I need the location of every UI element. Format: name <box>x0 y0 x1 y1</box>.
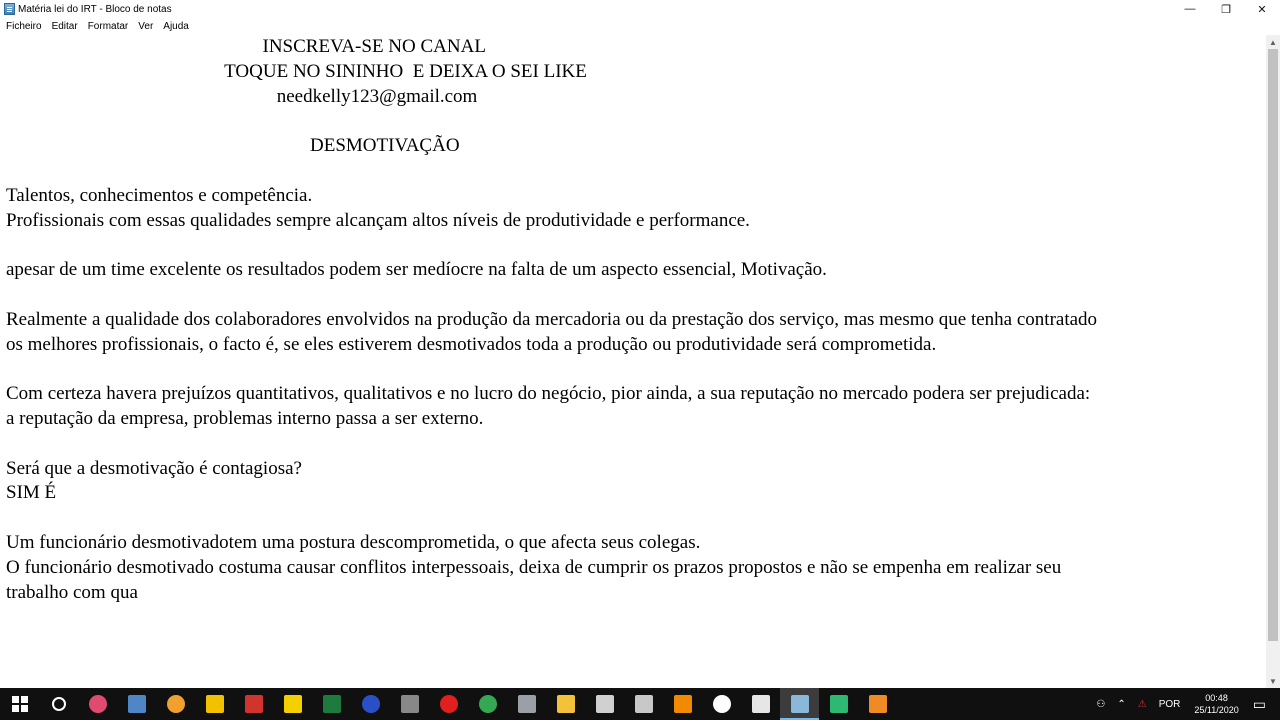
notepad-active-icon-glyph <box>791 695 809 713</box>
notepad-active-icon[interactable] <box>780 688 819 720</box>
scroll-down-arrow[interactable]: ▼ <box>1269 676 1277 686</box>
scroll-up-arrow[interactable]: ▲ <box>1269 37 1277 47</box>
menu-editar[interactable]: Editar <box>51 20 78 32</box>
app-orange-icon-glyph <box>167 695 185 713</box>
wps-icon[interactable] <box>234 688 273 720</box>
taskbar <box>0 688 1280 720</box>
vlc-icon[interactable] <box>663 688 702 720</box>
opera-icon-glyph <box>440 695 458 713</box>
app-orange2-icon-glyph <box>869 695 887 713</box>
film-tool-icon[interactable] <box>624 688 663 720</box>
app-orange2-icon[interactable] <box>858 688 897 720</box>
notepad-icon[interactable] <box>117 688 156 720</box>
text-editor[interactable] <box>0 35 1266 688</box>
chrome-icon-glyph <box>479 695 497 713</box>
app-blue-icon[interactable] <box>351 688 390 720</box>
folder-icon-glyph <box>557 695 575 713</box>
window-title: Matéria lei do IRT - Bloco de notas <box>18 3 172 15</box>
maximize-button[interactable]: ❐ <box>1221 3 1231 16</box>
app-ring-icon[interactable] <box>702 688 741 720</box>
film-tool-icon-glyph <box>635 695 653 713</box>
chrome-icon[interactable] <box>468 688 507 720</box>
media-icon[interactable] <box>390 688 429 720</box>
clapper-icon-glyph <box>752 695 770 713</box>
minimize-button[interactable]: — <box>1184 3 1196 15</box>
clock-time: 00:48 <box>1205 693 1228 703</box>
people-icon[interactable]: ⚇ <box>1096 698 1106 710</box>
opera-icon[interactable] <box>429 688 468 720</box>
font-icon-glyph <box>596 695 614 713</box>
window-controls <box>1172 0 1280 18</box>
feather-icon-glyph <box>518 695 536 713</box>
notepad-app-icon <box>4 3 15 15</box>
network-icon[interactable]: ⚠ <box>1137 698 1147 710</box>
scroll-thumb[interactable] <box>1268 49 1278 641</box>
app-yellow-icon-glyph <box>284 695 302 713</box>
system-tray <box>1090 688 1280 720</box>
start-icon-glyph <box>12 696 28 712</box>
close-button[interactable]: ✕ <box>1257 3 1267 16</box>
menu-ajuda[interactable]: Ajuda <box>163 20 189 32</box>
notifications-icon[interactable]: ▭ <box>1252 695 1266 712</box>
app-orange-icon[interactable] <box>156 688 195 720</box>
folder-icon[interactable] <box>546 688 585 720</box>
store-icon-glyph <box>206 695 224 713</box>
app-yellow-icon[interactable] <box>273 688 312 720</box>
menu-formatar[interactable]: Formatar <box>87 20 129 32</box>
menu-ver[interactable]: Ver <box>138 20 154 32</box>
notepad-icon-glyph <box>128 695 146 713</box>
document-text[interactable]: INSCREVA-SE NO CANAL TOQUE NO SININHO E DEIXA O SEI LIKE needkelly123@gmail.com DESMOTIVAÇÃO Talentos, conhecimentos e competência. Profissionais com essas qualidades sempre alcançam altos níveis de produtividade e performance. apesar de um time excelente os resultados podem ser medíocre na falta de um aspecto essencial, Motivação. Realmente a qualidade dos colaboradores envolvidos na produção da mercadoria ou da prestação dos serviço, mas mesmo que tenha contratado os melhores profissionais, o facto é, se eles estiverem desmotivados toda a produção ou produtividade será comprometida. Com certeza havera prejuízos quantitativos, qualitativos e no lucro do negócio, pior ainda, a sua reputação no mercado podera ser prejudicada: a reputação da empresa, problemas interno passa a ser externo. Será que a desmotivação é contagiosa? SIM É Um funcionário desmotivadotem uma postura descomprometida, o que afecta seus colegas. O funcionário desmotivado costuma causar conflitos interpessoais, deixa de cumprir os prazos propostos e não se empenha em realizar seu trabalho com qua <box>6 36 1098 603</box>
app-green-icon[interactable] <box>819 688 858 720</box>
app-blue-icon-glyph <box>362 695 380 713</box>
wps-icon-glyph <box>245 695 263 713</box>
vertical-scrollbar[interactable] <box>1266 35 1280 688</box>
menu-ficheiro[interactable]: Ficheiro <box>6 20 42 32</box>
store-icon[interactable] <box>195 688 234 720</box>
menu-bar <box>0 18 1280 34</box>
clock-date: 25/11/2020 <box>1194 705 1239 715</box>
media-icon-glyph <box>401 695 419 713</box>
clock[interactable] <box>1186 692 1246 716</box>
excel-icon[interactable] <box>312 688 351 720</box>
app-ring-icon-glyph <box>713 695 731 713</box>
app-green-icon-glyph <box>830 695 848 713</box>
font-icon[interactable] <box>585 688 624 720</box>
clapper-icon[interactable] <box>741 688 780 720</box>
excel-icon-glyph <box>323 695 341 713</box>
search-icon-glyph <box>52 697 66 711</box>
title-bar <box>0 0 1280 18</box>
search-icon[interactable] <box>39 688 78 720</box>
maps-icon-glyph <box>89 695 107 713</box>
language-indicator[interactable]: POR <box>1158 698 1181 710</box>
maps-icon[interactable] <box>78 688 117 720</box>
vlc-icon-glyph <box>674 695 692 713</box>
start-icon[interactable] <box>0 688 39 720</box>
taskbar-apps <box>0 688 897 720</box>
feather-icon[interactable] <box>507 688 546 720</box>
chevron-up-icon[interactable]: ⌃ <box>1117 698 1126 710</box>
